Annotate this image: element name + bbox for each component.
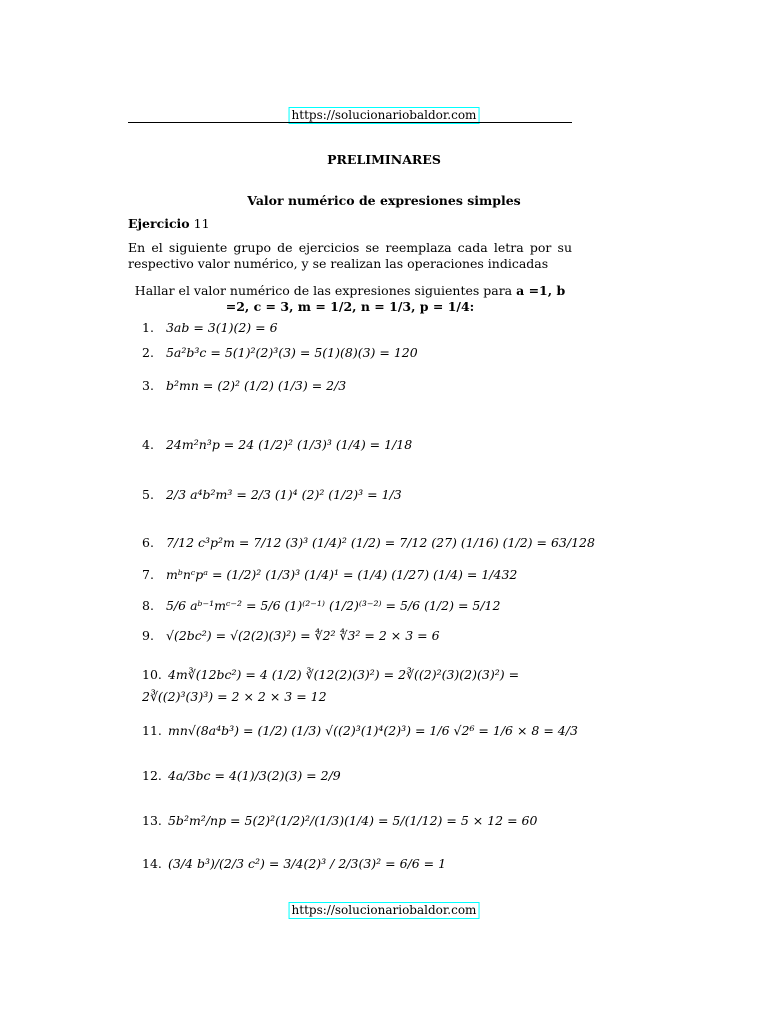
item-expression: 4a/3bc = 4(1)/3(2)(3) = 2/9 (167, 768, 341, 783)
exercise-item (142, 856, 446, 871)
exercise-word: Ejercicio (128, 216, 190, 231)
item-expression: 3ab = 3(1)(2) = 6 (165, 320, 278, 335)
item-expression: 5a²b³c = 5(1)²(2)³(3) = 5(1)(8)(3) = 120 (165, 345, 418, 360)
item-number: 1. (142, 320, 154, 335)
exercise-item (142, 437, 412, 452)
item-number: 13. (142, 813, 162, 828)
exercise-item (142, 320, 278, 335)
exercise-item (142, 567, 517, 582)
exercise-label (128, 216, 572, 232)
header-rule (128, 122, 572, 123)
item-expression: b²mn = (2)² (1/2) (1/3) = 2/3 (165, 378, 347, 393)
item-expression: 2/3 a⁴b²m³ = 2/3 (1)⁴ (2)² (1/2)³ = 1/3 (165, 487, 402, 502)
item-expression: 7/12 c³p²m = 7/12 (3)³ (1/4)² (1/2) = 7/12 (27) (1/16) (1/2) = 63/128 (165, 535, 595, 550)
instruction-text: Hallar el valor numérico de las expresiones siguientes para (134, 283, 513, 298)
item-expression: (3/4 b³)/(2/3 c²) = 3/4(2)³ / 2/3(3)² = 6/6 = 1 (167, 856, 447, 871)
exercise-item (142, 598, 500, 613)
item-number: 2. (142, 345, 154, 360)
item-expression: mᵇnᶜpᵃ = (1/2)² (1/3)³ (1/4)¹ = (1/4) (1/27) (1/4) = 1/432 (165, 567, 518, 582)
exercise-item (142, 487, 402, 502)
instruction-paragraph (128, 283, 572, 315)
exercise-item (142, 768, 341, 783)
item-number: 10. (142, 667, 162, 682)
exercise-number: 11 (193, 216, 210, 231)
item-number: 3. (142, 378, 154, 393)
exercise-item (142, 628, 440, 643)
item-number: 9. (142, 628, 154, 643)
item-expression: 5/6 aᵇ⁻¹mᶜ⁻² = 5/6 (1)⁽²⁻¹⁾ (1/2)⁽³⁻²⁾ = 5/6 (1/2) = 5/12 (165, 598, 501, 613)
item-number: 6. (142, 535, 154, 550)
exercise-item (142, 664, 572, 708)
item-number: 4. (142, 437, 154, 452)
section-title: PRELIMINARES (327, 152, 441, 167)
exercise-item (142, 535, 595, 550)
exercise-item (142, 345, 418, 360)
item-number: 5. (142, 487, 154, 502)
item-expression: 24m²n³p = 24 (1/2)² (1/3)³ (1/4) = 1/18 (165, 437, 413, 452)
item-expression: 4m∛(12bc²) = 4 (1/2) ∛(12(2)(3)²) = 2∛((2)²(3)(2)(3)²) = 2∛((2)³(3)³) = 2 × 2 × 3 = 12 (142, 667, 520, 704)
intro-paragraph: En el siguiente grupo de ejercicios se reemplaza cada letra por su respectivo valor numérico, y se realizan las operaciones indicadas (128, 240, 572, 271)
exercise-item (142, 813, 537, 828)
header-link[interactable]: https://solucionariobaldor.com (289, 107, 480, 124)
item-number: 14. (142, 856, 162, 871)
exercise-item (142, 723, 578, 738)
footer-link[interactable]: https://solucionariobaldor.com (289, 902, 480, 919)
item-expression: √(2bc²) = √(2(2)(3)²) = ∜2² ∜3² = 2 × 3 = 6 (165, 628, 440, 643)
item-number: 8. (142, 598, 154, 613)
instruction-values: a =1, b =2, c = 3, m = 1/2, n = 1/3, p = 1/4: (225, 283, 566, 314)
item-number: 11. (142, 723, 162, 738)
item-number: 12. (142, 768, 162, 783)
exercise-item (142, 378, 346, 393)
section-subtitle: Valor numérico de expresiones simples (247, 193, 521, 208)
item-expression: mn√(8a⁴b³) = (1/2) (1/3) √((2)³(1)⁴(2)³) = 1/6 √2⁶ = 1/6 × 8 = 4/3 (167, 723, 578, 738)
item-number: 7. (142, 567, 154, 582)
item-expression: 5b²m²/np = 5(2)²(1/2)²/(1/3)(1/4) = 5/(1/12) = 5 × 12 = 60 (167, 813, 538, 828)
